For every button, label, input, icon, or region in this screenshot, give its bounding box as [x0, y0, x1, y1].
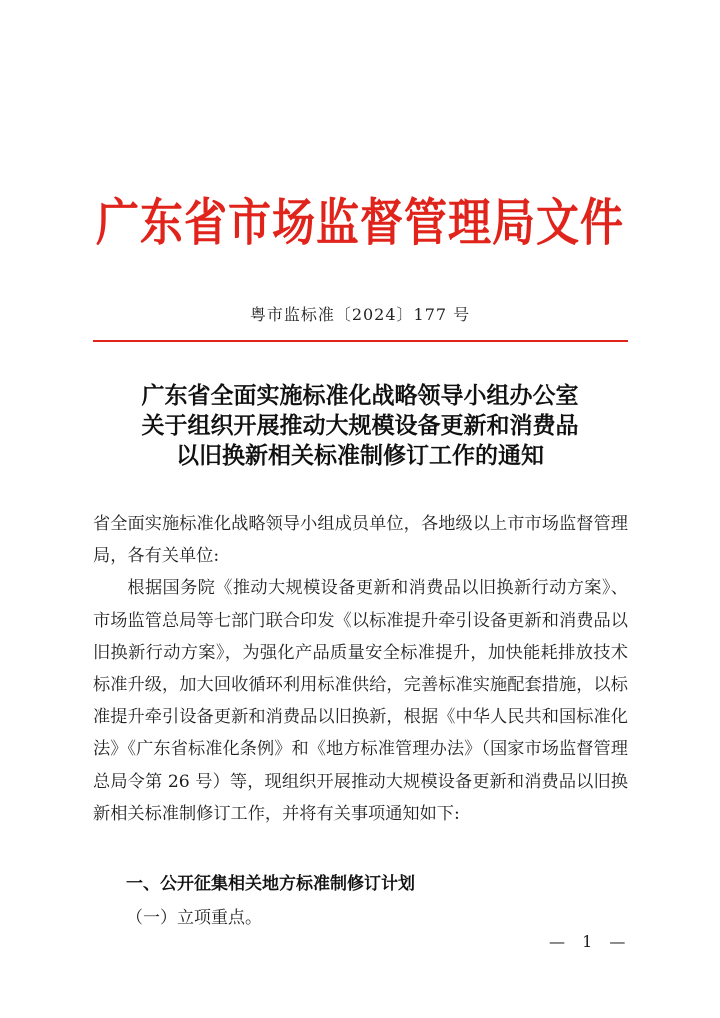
section-heading-1: 一、公开征集相关地方标准制修订计划 — [126, 874, 415, 894]
title-line-2: 关于组织开展推动大规模设备更新和消费品 — [141, 412, 579, 439]
document-body — [93, 508, 628, 830]
red-divider-line — [93, 340, 628, 342]
title-line-1: 广东省全面实施标准化战略领导小组办公室 — [141, 382, 579, 409]
document-masthead: 广东省市场监督管理局文件 — [96, 194, 624, 254]
title-line-3: 以旧换新相关标准制修订工作的通知 — [176, 442, 544, 469]
document-title — [80, 381, 640, 471]
page-number: — 1 — — [549, 932, 632, 951]
document-number: 粤市监标准〔2024〕177 号 — [249, 305, 471, 324]
subsection-1: （一）立项重点。 — [126, 908, 262, 928]
body-paragraph-1: 根据国务院《推动大规模设备更新和消费品以旧换新行动方案》、市场监管总局等七部门联合印发《以标准提升牵引设备更新和消费品以旧换新行动方案》，为强化产品质量安全标准提升，加快能耗排放技术标准升级，加大回收循环利用标准供给，完善标准实施配套措施，以标准提升牵引设备更新和消费品以旧换新，根据《中华人民共和国标准化法》《广东省标准化条例》和《地方标准管理办法》（国家市场监督管理总局令第 26 号）等，现组织开展推动大规模设备更新和消费品以旧换新相关标准制修订工作，并将有关事项通知如下: — [93, 578, 628, 824]
recipients-paragraph: 省全面实施标准化战略领导小组成员单位，各地级以上市市场监督管理局，各有关单位: — [93, 514, 628, 567]
